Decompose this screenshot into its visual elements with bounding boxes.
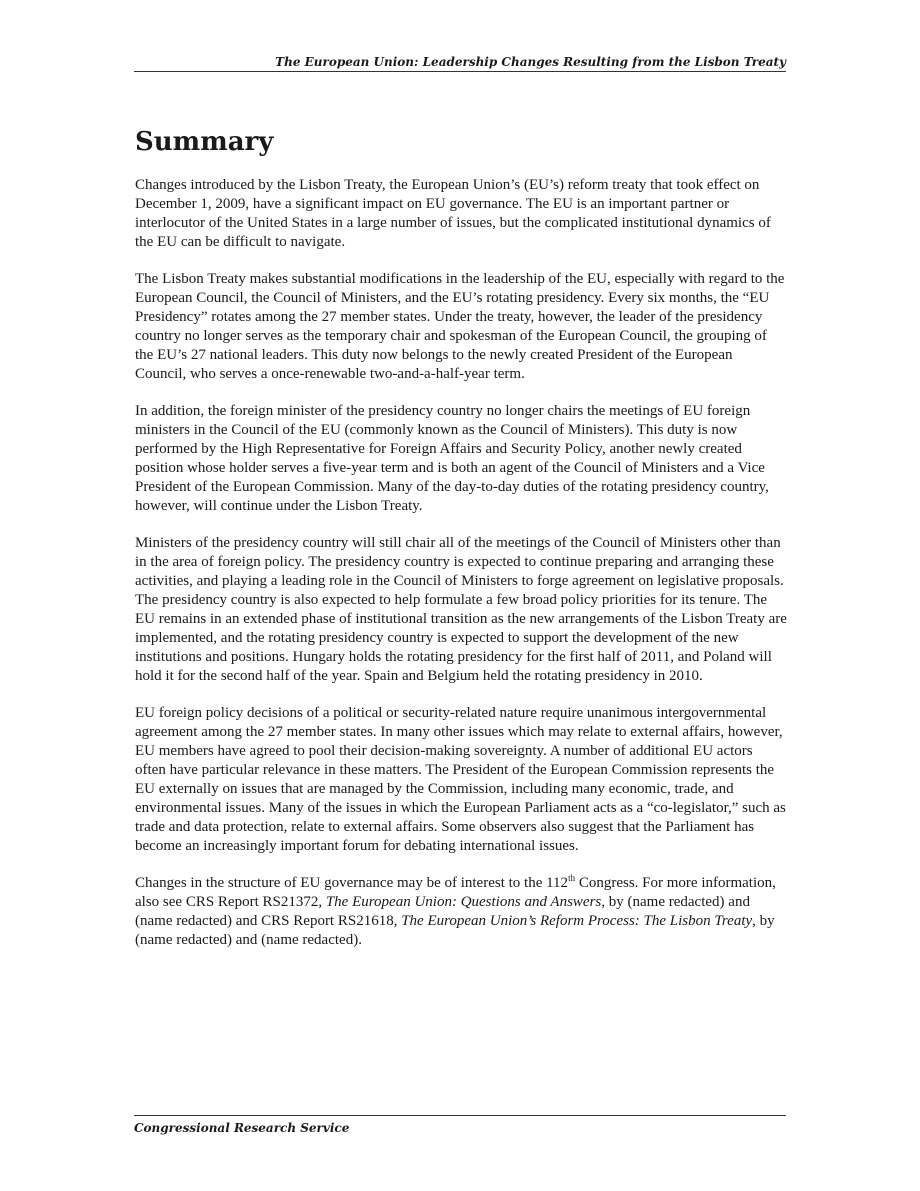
page-content xyxy=(135,124,787,968)
body-paragraph: In addition, the foreign minister of the presidency country no longer chairs the meetings of EU foreign ministers in the Council of the EU (commonly known as the Council of Ministers). This duty is now performed by the High Representative for Foreign Affairs and Security Policy, another newly created position whose holder serves a five-year term and is both an agent of the Council of Ministers and a Vice President of the European Commission. Many of the day-to-day duties of the rotating presidency country, however, will continue under the Lisbon Treaty. xyxy=(135,403,769,514)
section-heading: Summary xyxy=(135,127,274,157)
closing-paragraph xyxy=(135,874,787,950)
footer-organization: Congressional Research Service xyxy=(134,1121,350,1135)
body-paragraph: Changes introduced by the Lisbon Treaty, the European Union’s (EU’s) reform treaty that took effect on December 1, 2009, have a significant impact on EU governance. The EU is an important partner or interlocutor of the United States in a large number of issues, but the complicated institutional dynamics of the EU can be difficult to navigate. xyxy=(135,177,771,250)
body-paragraph: The Lisbon Treaty makes substantial modifications in the leadership of the EU, especially with regard to the European Council, the Council of Ministers, and the EU’s rotating presidency. Every six months, the “EU Presidency” rotates among the 27 member states. Under the treaty, however, the leader of the presidency country no longer serves as the temporary chair and spokesman of the European Council, the grouping of the EU’s 27 national leaders. This duty now belongs to the newly created President of the European Council, who serves a once-renewable two-and-a-half-year term. xyxy=(135,271,785,382)
body-paragraph: EU foreign policy decisions of a political or security-related nature require unanimous intergovernmental agreement among the 27 member states. In many other issues which may relate to external affairs, however, EU members have agreed to pool their decision-making sovereignty. A number of additional EU actors often have particular relevance in these matters. The President of the European Commission represents the EU externally on issues that are managed by the Commission, including many economic, trade, and environmental issues. Many of the issues in which the European Parliament acts as a “co-legislator,” such as trade and data protection, relate to external affairs. Some observers also suggest that the Parliament has become an increasingly important forum for debating international issues. xyxy=(135,705,786,854)
closing-text-1: Changes in the structure of EU governance may be of interest to the 112 xyxy=(135,875,569,891)
closing-text-3: , by (name redacted) and (name redacted) and CRS Report RS21618, xyxy=(135,894,750,929)
ordinal-suffix: th xyxy=(568,873,576,883)
report-title-reform-process: The European Union’s Reform Process: The Lisbon Treaty xyxy=(401,913,753,929)
running-header-title: The European Union: Leadership Changes Resulting from the Lisbon Treaty xyxy=(275,55,786,69)
closing-text-4: , by (name redacted) and (name redacted). xyxy=(135,913,775,948)
report-title-questions-answers: The European Union: Questions and Answers xyxy=(325,894,602,910)
running-footer xyxy=(134,1115,786,1136)
closing-text-2: Congress. For more information, also see CRS Report RS21372, xyxy=(135,875,776,910)
body-paragraph: Ministers of the presidency country will still chair all of the meetings of the Council of Ministers other than in the area of foreign policy. The presidency country is expected to continue preparing and arranging these activities, and playing a leading role in the Council of Ministers to forge agreement on legislative proposals. The presidency country is also expected to help formulate a few broad policy priorities for its tenure. The EU remains in an extended phase of institutional transition as the new arrangements of the Lisbon Treaty are implemented, and the rotating presidency country is expected to support the development of the new institutions and positions. Hungary holds the rotating presidency for the first half of 2011, and Poland will hold it for the second half of the year. Spain and Belgium held the rotating presidency in 2010. xyxy=(135,535,787,684)
running-header xyxy=(134,55,786,72)
